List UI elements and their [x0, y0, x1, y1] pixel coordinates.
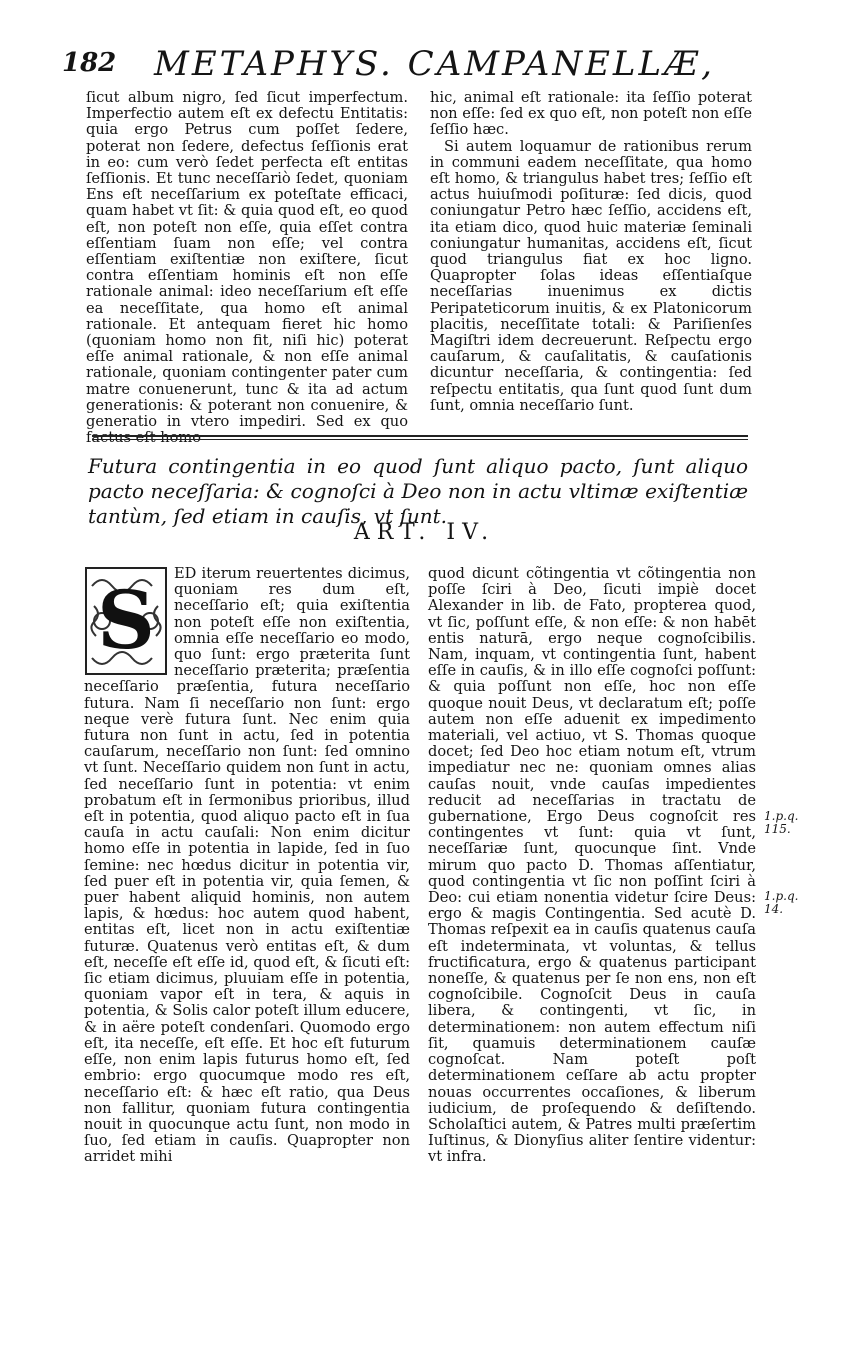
margin-note: 1.p.q. 115. [764, 809, 799, 836]
ornamental-initial-icon [84, 566, 168, 676]
body-paragraph: ſicut album nigro, ſed ſicut imperfectum. Imperfectio autem eſt ex defectu Entitatis: quia ergo Petrus cum poſſet ſedere, poterat non ſedere, defectus ſeſſionis erat in eo: cum verò ſedet perfecta eſt entitas ſeſſionis. Et tunc neceſſariò ſedet, quoniam Ens eſt neceſſarium ex poteſtate efficaci, quam habet vt ſit: & quia quod eſt, eo quod eſt, non poteſt non eſſe, quia eſſet contra eſſentiam ſuam non eſſe; vel contra eſſentiam exiſtentiæ non exiſtere, ſicut contra eſſentiam hominis eſt non eſſe rationale animal: ideo neceſſarium eſt eſſe ea neceſſitate, qua homo eſt animal rationale. Et antequam fieret hic homo (quoniam homo non fit, niſi hic) poterat eſſe animal rationale, & non eſſe animal rationale, quoniam contingenter pater cum matre conuenerunt, tunc & ita ad actum generationis: & poterant non conuenire, & generatio in vtero impediri. Sed ex quo factus eſt homo [86, 89, 408, 447]
bottom-left-column [84, 566, 410, 1166]
top-right-column [430, 90, 752, 414]
body-paragraph: hic, animal eſt rationale: ita ſeſſio poterat non eſſe: ſed ex quo eſt, non poteſt non eſſe ſeſſio hæc. [430, 89, 752, 139]
body-paragraph: Si autem loquamur de rationibus rerum in communi eadem neceſſitate, qua homo eſt homo, & triangulus habet tres; ſeſſio eſt actus huiuſmodi poſituræ: ſed dicis, quod coniungatur Petro hæc ſeſſio, accidens eſt, ita etiam dico, quod huic materiæ ſeminali coniungatur humanitas, accidens eſt, ſicut quod triangulus fiat ex hoc ligno. Quapropter ſolas ideas eſſentiaſque neceſſarias inuenimus ex dictis Peripateticorum inuitis, & ex Platonicorum placitis, neceſſitate totali: & Pariſienſes Magiſtri idem decreuerunt. Reſpectu ergo cauſarum, & cauſalitatis, & cauſationis dicuntur neceſſaria, & contingentia: ſed reſpectu entitatis, qua ſunt quod ſunt dum ſunt, omnia neceſſario ſunt. [430, 137, 752, 414]
body-paragraph: quod dicunt cõtingentia vt cõtingentia non poſſe ſciri à Deo, ſicuti impiè docet Alexander in lib. de Fato, propterea quod, vt ſic, poſſunt eſſe, & non eſſe: & non habēt entis naturā, ergo neque cognoſcibilis. Nam, inquam, vt contingentia ſunt, habent eſſe in cauſis, & in illo eſſe cognoſci poſſunt: & quia poſſunt non eſſe, hoc non eſſe quoque nouit Deus, vt declaratum eſt; poſſe autem non eſſe aduenit ex impedimento materiali, vel actiuo, vt S. Thomas quoque docet; ſed Deo hoc etiam notum eſt, vtrum impediatur nec ne: quoniam omnes alias cauſas nouit, vnde cauſas impedientes reducit ad neceſſarias in tractatu de gubernatione, Ergo Deus cognoſcit res contingentes vt ſunt: quia vt ſunt, neceſſariæ ſunt, quocunque ſint. Vnde mirum quo pacto D. Thomas aſſentiatur, quod contingentia vt ſic non poſſint ſciri à Deo: cui etiam nonentia videtur ſcire Deus: ergo & magis Contingentia. Sed acutè D. Thomas reſpexit ea in cauſis quatenus cauſa eſt indeterminata, vt voluntas, & tellus fructificatura, ergo & quatenus participant noneſſe, & quatenus per ſe non ens, non eſt cognoſcibile. Cognoſcit Deus in cauſa libera, & contingenti, vt ſic, in determinationem: non autem effectum niſi ſit, quamuis determinationem cauſæ cognoſcat. Nam poteſt poſt determinationem ceſſare ab actu propter nouas occurrentes occaſiones, & liberum iudicium, de proſequendo & deſiſtendo. Scholaſtici autem, & Patres multi præſertim Iuſtinus, & Dionyſius aliter ſentire videntur: vt infra. [428, 565, 756, 1166]
page-number: 182 [62, 48, 117, 78]
section-divider [92, 435, 748, 440]
page-header [62, 42, 715, 84]
dropcap-letter: S [97, 573, 155, 667]
top-left-column [86, 90, 408, 446]
section-heading: Futura contingentia in eo quod ſunt aliquo pacto, ſunt aliquo pacto neceſſaria: & cognoſci à Deo non in actu vltimæ exiſtentiæ tantùm, ſed etiam in cauſis, vt ſunt. [88, 454, 748, 528]
running-title: METAPHYS. CAMPANELLÆ, [154, 44, 715, 84]
bottom-right-column [428, 566, 756, 1166]
margin-note: 1.p.q. 14. [764, 889, 799, 916]
body-paragraph: ED iterum reuertentes dicimus, quoniam res dum eſt, neceſſario eſt; quia exiſtentia non poteſt eſſe non exiſtentia, omnia eſſe neceſſario eo modo, quo ſunt: ergo præterita ſunt neceſſario præterita; præſentia neceſſario præſentia, futura neceſſario futura. Nam ſi neceſſario non ſunt: ergo neque verè futura ſunt. Nec enim quia futura non ſunt in actu, ſed in potentia cauſarum, neceſſario non ſunt: ſed omnino vt ſunt. Neceſſario quidem non ſunt in actu, ſed neceſſario ſunt in potentia: vt enim probatum eſt in ſermonibus prioribus, illud eſt in potentia, quod aliquo pacto eſt in ſua cauſa in actu cauſali: Non enim dicitur homo eſſe in potentia in lapide, ſed in ſuo ſemine: nec hœdus dicitur in potentia vir, ſed puer eſt in potentia vir, quia ſemen, & puer habent aliquid hominis, non autem lapis, & hœdus: hoc autem quod habent, entitas eſt, licet non in actu exiſtentiæ futuræ. Quatenus verò entitas eſt, & dum eſt, neceſſe eſt eſſe id, quod eſt, & ſicuti eſt: ſic etiam dicimus, pluuiam eſſe in potentia, quoniam vapor eſt in tera, & aquis in potentia, & Solis calor poteſt illum educere, & in aëre poteſt condenſari. Quomodo ergo eſt, ita neceſſe, eſt eſſe. Et hoc eſt futurum eſſe, non enim lapis futurus homo eſt, ſed embrio: ergo quocumque modo res eſt, neceſſario eſt: & hæc eſt ratio, qua Deus non fallitur, quoniam futura contingentia nouit in quocunque actu ſunt, non modo in ſuo, ſed etiam in cauſis. Quapropter non arridet mihi [84, 565, 410, 1166]
article-label: ART. IV. [353, 520, 496, 545]
